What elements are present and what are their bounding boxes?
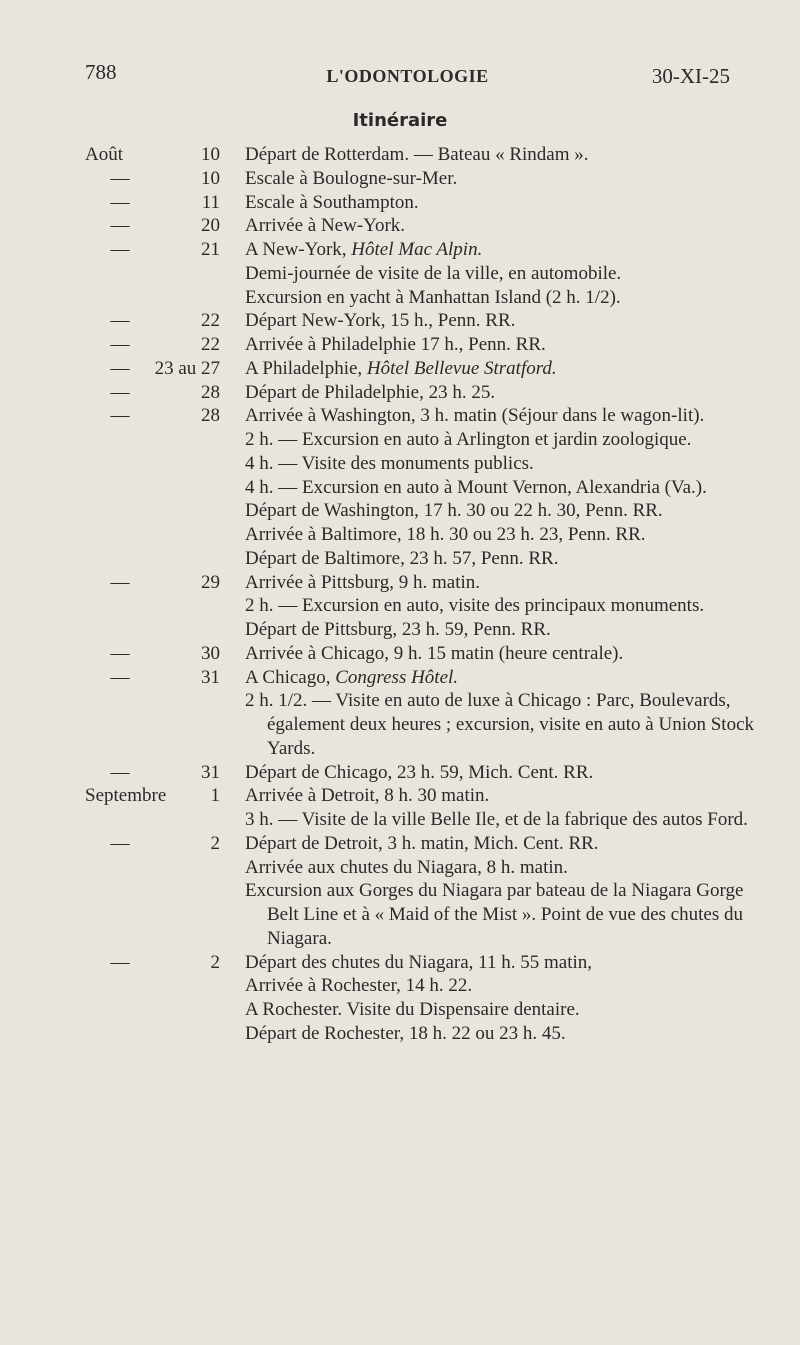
itinerary-row — [0, 357, 800, 381]
row-text-main: Départ des chutes du Niagara, 11 h. 55 matin, — [245, 951, 593, 973]
row-month: — — [110, 310, 130, 332]
row-text-main: 4 h. — Excursion en auto à Mount Vernon, Alexandria (Va.). — [245, 476, 707, 498]
running-header — [85, 60, 730, 96]
row-day: 22 — [201, 334, 220, 355]
row-text-main: Demi-journée de visite de la ville, en automobile. — [245, 262, 622, 284]
itinerary-row — [0, 262, 800, 286]
row-text — [245, 689, 757, 760]
itinerary-row — [0, 476, 800, 500]
row-text — [245, 428, 757, 452]
row-text — [245, 1022, 757, 1046]
row-month: Septembre — [85, 785, 167, 807]
row-text — [245, 879, 757, 950]
section-title: Itinéraire — [352, 110, 448, 131]
row-text — [245, 167, 757, 191]
itinerary-row — [0, 666, 800, 690]
row-month: — — [110, 405, 130, 427]
row-text — [245, 951, 757, 975]
itinerary-row — [0, 428, 800, 452]
row-month: — — [110, 167, 130, 189]
itinerary-row — [0, 594, 800, 618]
row-text — [245, 618, 757, 642]
row-month: — — [110, 239, 130, 260]
itinerary-row — [0, 998, 800, 1022]
row-day: 20 — [201, 215, 220, 237]
row-month: — — [110, 381, 130, 403]
row-day: 10 — [201, 144, 220, 165]
row-day: 21 — [201, 239, 220, 260]
row-text — [245, 143, 757, 167]
itinerary-row — [0, 333, 800, 357]
row-text — [245, 523, 757, 547]
row-text-main: Départ de Washington, 17 h. 30 ou 22 h. 30, Penn. RR. — [245, 500, 663, 522]
itinerary-row — [0, 309, 800, 333]
itinerary-row — [0, 286, 800, 310]
row-day: 31 — [201, 761, 220, 783]
itinerary-row — [0, 191, 800, 215]
itinerary-row — [0, 974, 800, 998]
itinerary-row — [0, 143, 800, 167]
row-text — [245, 761, 757, 785]
row-text-main: Arrivée à Baltimore, 18 h. 30 ou 23 h. 23, Penn. RR. — [245, 524, 646, 545]
row-text — [245, 594, 757, 618]
row-month: — — [110, 191, 130, 213]
row-day: 28 — [201, 405, 220, 427]
itinerary-row — [0, 214, 800, 238]
row-day: 29 — [201, 571, 220, 593]
row-text — [245, 808, 757, 832]
itinerary-row — [0, 689, 800, 760]
itinerary-row — [0, 167, 800, 191]
row-month: — — [110, 334, 130, 355]
row-month: — — [110, 215, 130, 237]
row-text — [245, 499, 757, 523]
row-text — [245, 642, 757, 666]
row-text-main: 2 h. 1/2. — Visite en auto de luxe à Chicago : Parc, Boulevards, également deux heures ; excursion, visite en auto à Union Stock Yards. — [245, 690, 755, 759]
row-text-main: Arrivée à Pittsburg, 9 h. matin. — [245, 571, 481, 593]
row-text-main: Départ de Baltimore, 23 h. 57, Penn. RR. — [245, 547, 559, 569]
row-text-main: Escale à Boulogne-sur-Mer. — [245, 167, 458, 189]
row-text — [245, 974, 757, 998]
row-text — [245, 666, 757, 690]
row-text-main: Arrivée à Chicago, 9 h. 15 matin (heure centrale). — [245, 642, 624, 664]
itinerary-row — [0, 523, 800, 547]
itinerary-row — [0, 618, 800, 642]
row-text-main: Arrivée à New-York. — [245, 215, 406, 237]
row-month: — — [110, 832, 130, 854]
row-text-italic: Hôtel Mac Alpin. — [351, 239, 483, 260]
row-month: Août — [85, 144, 123, 165]
row-day: 2 — [210, 832, 220, 854]
row-text-main: 2 h. — Excursion en auto, visite des principaux monuments. — [245, 595, 705, 617]
itinerary-row — [0, 856, 800, 880]
row-month: — — [110, 642, 130, 664]
row-day: 30 — [201, 642, 220, 664]
row-text — [245, 404, 757, 428]
row-day: 28 — [201, 381, 220, 403]
row-text — [245, 784, 757, 808]
row-text-main: A Rochester. Visite du Dispensaire dentaire. — [245, 999, 580, 1020]
row-day: 22 — [201, 310, 220, 332]
itinerary-row — [0, 784, 800, 808]
row-text — [245, 262, 757, 286]
itinerary-row — [0, 832, 800, 856]
row-text-main: A Chicago, — [245, 666, 336, 688]
row-text-main: Escale à Southampton. — [245, 191, 419, 213]
row-day: 31 — [201, 666, 220, 688]
row-text — [245, 309, 757, 333]
row-text-main: 4 h. — Visite des monuments publics. — [245, 452, 534, 474]
row-text — [245, 214, 757, 238]
row-text-main: 3 h. — Visite de la ville Belle Ile, et de la fabrique des autos Ford. — [245, 809, 748, 830]
row-month: — — [110, 357, 130, 379]
row-text-italic: Congress Hôtel. — [335, 666, 459, 688]
row-text — [245, 832, 757, 856]
row-day: 23 au 27 — [154, 357, 220, 379]
row-month: — — [110, 571, 130, 593]
row-text-italic: Hôtel Bellevue Stratford. — [366, 357, 557, 379]
itinerary-row — [0, 571, 800, 595]
itinerary-row — [0, 951, 800, 975]
row-text-main: Départ de Philadelphie, 23 h. 25. — [245, 381, 496, 403]
row-text-main: A Philadelphie, — [245, 357, 367, 379]
itinerary-row — [0, 547, 800, 571]
row-text — [245, 238, 757, 262]
issue-date: 30-XI-25 — [651, 64, 730, 88]
row-text-main: Départ de Pittsburg, 23 h. 59, Penn. RR. — [245, 619, 551, 640]
row-text-main: Départ de Detroit, 3 h. matin, Mich. Cent. RR. — [245, 832, 599, 854]
itinerary-row — [0, 879, 800, 950]
row-text-main: 2 h. — Excursion en auto à Arlington et jardin zoologique. — [245, 429, 692, 450]
row-text-main: Arrivée à Philadelphie 17 h., Penn. RR. — [245, 334, 546, 355]
row-month: — — [110, 761, 130, 783]
row-month: — — [110, 951, 130, 973]
row-text — [245, 856, 757, 880]
itinerary-list — [0, 143, 800, 1046]
itinerary-row — [0, 238, 800, 262]
row-text-main: Arrivée à Rochester, 14 h. 22. — [245, 975, 473, 997]
itinerary-row — [0, 381, 800, 405]
itinerary-row — [0, 499, 800, 523]
itinerary-row — [0, 404, 800, 428]
row-text-main: Excursion aux Gorges du Niagara par bateau de la Niagara Gorge Belt Line et à « Maid of the Mist ». Point de vue des chutes du Niagara. — [245, 880, 744, 949]
row-text-main: Départ de Rotterdam. — Bateau « Rindam ». — [245, 144, 589, 165]
itinerary-row — [0, 761, 800, 785]
itinerary-row — [0, 642, 800, 666]
row-text — [245, 381, 757, 405]
row-text — [245, 191, 757, 215]
row-day: 11 — [201, 191, 220, 213]
row-text — [245, 476, 757, 500]
row-text-main: A New-York, — [245, 239, 352, 260]
row-text — [245, 547, 757, 571]
row-text — [245, 571, 757, 595]
row-text-main: Arrivée à Detroit, 8 h. 30 matin. — [245, 785, 490, 807]
row-text — [245, 357, 757, 381]
row-text — [245, 998, 757, 1022]
row-text-main: Arrivée aux chutes du Niagara, 8 h. matin. — [245, 856, 568, 878]
itinerary-row — [0, 1022, 800, 1046]
row-day: 10 — [201, 167, 220, 189]
row-text-main: Excursion en yacht à Manhattan Island (2 h. 1/2). — [245, 286, 621, 308]
row-text — [245, 333, 757, 357]
itinerary-row — [0, 452, 800, 476]
row-text-main: Départ New-York, 15 h., Penn. RR. — [245, 310, 516, 332]
journal-title: L'ODONTOLOGIE — [326, 66, 489, 86]
row-day: 2 — [210, 951, 220, 973]
row-text — [245, 452, 757, 476]
itinerary-row — [0, 808, 800, 832]
row-day: 1 — [210, 785, 220, 807]
row-month: — — [110, 666, 130, 688]
row-text-main: Arrivée à Washington, 3 h. matin (Séjour dans le wagon-lit). — [245, 405, 705, 427]
page-number: 788 — [85, 60, 117, 84]
row-text-main: Départ de Chicago, 23 h. 59, Mich. Cent. RR. — [245, 761, 594, 783]
row-text-main: Départ de Rochester, 18 h. 22 ou 23 h. 45. — [245, 1022, 566, 1044]
row-text — [245, 286, 757, 310]
